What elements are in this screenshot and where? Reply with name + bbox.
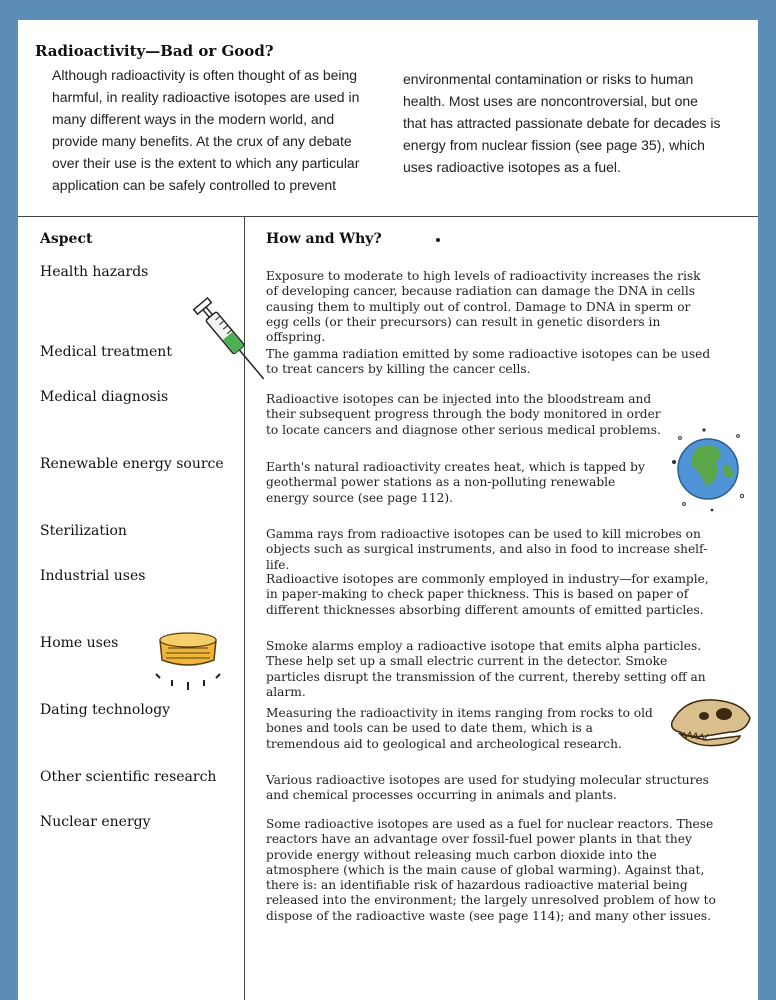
- how-column-header: How and Why?: [266, 231, 382, 247]
- dot-mark: [436, 238, 440, 242]
- dinosaur-skull-icon: [666, 692, 756, 762]
- intro-text-left: Although radioactivity is often thought of as being harmful, in reality radioactive isotopes are used in many different ways in the modern world, and provide many benefits. At the crux of any debate over their use is the extent to which any particular application can be safely controlled to prevent: [52, 67, 360, 193]
- aspect-column-header: Aspect: [40, 231, 93, 247]
- aspect-nuclear-energy: Nuclear energy: [40, 814, 151, 830]
- intro-title: Radioactivity—Bad or Good?: [35, 42, 274, 60]
- smoke-alarm-icon: [148, 626, 228, 696]
- desc-nuclear-energy: Some radioactive isotopes are used as a fuel for nuclear reactors. These reactors have an advantage over fossil-fuel power plants in that they provide energy without releasing much carbon dioxide into the atmosphere (which is the main cause of global warming). Against that, there is: an identifiable risk of hazardous radioactive material being released into the environment; the largely unresolved problem of how to dispose of the radioactive waste (see page 114); and many other issues.: [266, 817, 716, 923]
- aspect-dating-technology: Dating technology: [40, 702, 171, 718]
- desc-medical-diagnosis: Radioactive isotopes can be injected into the bloodstream and their subsequent progress through the body monitored in order to locate cancers and diagnose other serious medical problems.: [266, 392, 661, 437]
- aspect-industrial-uses: Industrial uses: [40, 568, 146, 584]
- aspect-home-uses: Home uses: [40, 635, 119, 651]
- desc-renewable-energy: Earth's natural radioactivity creates heat, which is tapped by geothermal power stations as a non-polluting renewable energy source (see page 112).: [266, 460, 645, 505]
- syringe-icon: [173, 282, 273, 392]
- aspect-sterilization: Sterilization: [40, 523, 127, 539]
- aspect-medical-diagnosis: Medical diagnosis: [40, 389, 169, 405]
- page: [18, 20, 758, 1000]
- desc-home-uses: Smoke alarms employ a radioactive isotope that emits alpha particles. These help set up a small electric current in the detector. Smoke particles disrupt the transmission of the current, thereby setting off an alarm.: [266, 639, 706, 699]
- intro-text-right: environmental contamination or risks to human health. Most uses are noncontroversial, but one that has attracted passionate debate for decades is energy from nuclear fission (see page 35), which uses radioactive isotopes as a fuel.: [403, 71, 721, 175]
- aspect-renewable-energy: Renewable energy source: [40, 456, 224, 472]
- desc-medical-treatment: The gamma radiation emitted by some radioactive isotopes can be used to treat cancers by killing the cancer cells.: [266, 347, 711, 377]
- globe-icon: [666, 424, 746, 514]
- desc-health-hazards: Exposure to moderate to high levels of radioactivity increases the risk of developing cancer, because radiation can damage the DNA in cells causing them to multiply out of control. Damage to DNA in sperm or egg cells (or their precursors) can result in genetic disorders in offspring.: [266, 269, 701, 345]
- aspect-other-research: Other scientific research: [40, 769, 217, 785]
- desc-industrial-uses: Radioactive isotopes are commonly employed in industry—for example, in paper-making to check paper thickness. This is based on paper of different thicknesses absorbing different amounts of emitted particles.: [266, 572, 709, 617]
- desc-dating-technology: Measuring the radioactivity in items ranging from rocks to old bones and tools can be used to date them, which is a tremendous aid to geological and archeological research.: [266, 706, 653, 751]
- desc-sterilization: Gamma rays from radioactive isotopes can be used to kill microbes on objects such as surgical instruments, and also in food to increase shelf-life.: [266, 527, 708, 572]
- desc-other-research: Various radioactive isotopes are used for studying molecular structures and chemical processes occurring in animals and plants.: [266, 773, 709, 803]
- aspect-medical-treatment: Medical treatment: [40, 344, 172, 360]
- intro-section: [18, 20, 758, 217]
- aspect-health-hazards: Health hazards: [40, 264, 149, 280]
